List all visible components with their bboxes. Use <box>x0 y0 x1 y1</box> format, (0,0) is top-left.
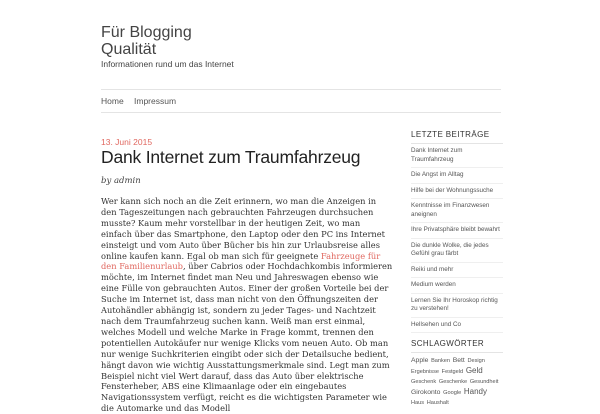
post-title[interactable]: Dank Internet zum Traumfahrzeug <box>101 147 361 167</box>
tag-link[interactable]: Handy <box>463 387 487 396</box>
list-item <box>411 168 503 184</box>
tag-link[interactable]: Geschenke <box>438 379 468 385</box>
post-text-part1: Wer kann sich noch an die Zeit erinnern, wo man die Anzeigen in den Tageszeitungen nach gebrauchten Fahrzeugen durchsuchen musste? Kaum mehr vorstellbar in der heutigen Zeit, wo man einfach über das Smartphone, den Laptop oder den PC ins Internet einsteigt und vom Auto über Bücher bis hin zur Urlaubsreise alles online kaufen kann. Egal ob man sich für geeignete <box>101 196 385 261</box>
tag-link[interactable]: Gesundheit <box>469 379 499 385</box>
list-item <box>411 144 503 168</box>
recent-post-link[interactable]: Dank Internet zum Traumfahrzeug <box>411 147 463 163</box>
post-byline <box>101 176 141 186</box>
recent-post-link[interactable]: Die dunkle Wolke, die jedes Gefühl grau färbt <box>411 241 489 257</box>
list-item <box>411 278 503 294</box>
list-item <box>411 239 503 263</box>
tag-link[interactable]: Banken <box>431 358 451 364</box>
tag-link[interactable]: Bett <box>452 357 465 364</box>
list-item <box>411 199 503 223</box>
nav-item-home[interactable]: Home <box>101 96 124 106</box>
tag-link[interactable]: Haus <box>411 400 425 406</box>
sidebar <box>411 130 503 408</box>
tag-link[interactable]: Design <box>467 358 485 364</box>
recent-post-link[interactable]: Hilfe bei der Wohnungssuche <box>411 186 494 194</box>
recent-posts-list <box>411 144 503 333</box>
list-item <box>411 294 503 318</box>
recent-posts-title: LETZTE BEITRÄGE <box>411 130 503 144</box>
list-item <box>411 263 503 279</box>
recent-post-link[interactable]: Reiki und mehr <box>411 265 454 273</box>
tag-link[interactable]: Haushalt <box>426 400 449 406</box>
tags-title: SCHLAGWÖRTER <box>411 339 503 353</box>
site-description: Informationen rund um das Internet <box>101 59 234 69</box>
post-author-link[interactable]: admin <box>113 176 141 186</box>
list-item <box>411 318 503 334</box>
tag-link[interactable]: Google <box>443 390 462 396</box>
tag-link[interactable]: Girokonto <box>411 389 441 396</box>
post-date[interactable]: 13. Juni 2015 <box>101 137 153 147</box>
recent-post-link[interactable]: Lernen Sie Ihr Horoskop richtig zu verstehen! <box>411 296 498 312</box>
tag-link[interactable]: Ergebnisse <box>411 369 439 375</box>
recent-post-link[interactable]: Ihre Privatsphäre bleibt bewahrt <box>411 226 500 233</box>
post-inline-link[interactable]: Fahrzeuge für den Familienurlaub <box>101 250 381 272</box>
list-item <box>411 223 503 239</box>
post-text-part2: , über Cabrios oder Hochdachkombis informieren möchte, im Internet findet man Neu und Jahreswagen ebenso wie eine Fülle von gebrauchten Autos. Einer der großen Vorteile bei der Suche im Internet ist, dass man nicht von den Öffnungszeiten der Autohändler abhängig ist, sondern zu jeder Tages- und Nachtzeit nach dem Traumfahrzeug suchen kann. Weiß man erst einmal, welches Modell und welche Marke in Frage kommt, trennen den potentiellen Autokäufer nur wenige Klicks vom neuen Auto. Ob man nur wenige Suchkriterien eingibt oder sich der Detailsuche bedient, hängt davon wie wichtig Ausstattungsmerkmale sind. Legt man zum Beispiel nicht viel Wert darauf, dass das Auto über elektrische Fensterheber, ABS eine Klimaanlage oder ein eingebautes Navigationssystem verfügt, reicht es die wichtigsten Parameter wie die Automarke und das Modell <box>101 261 393 414</box>
tag-link[interactable]: Festgeld <box>441 369 464 375</box>
main-navigation <box>101 89 501 113</box>
recent-post-link[interactable]: Hellsehen und Co <box>411 320 462 328</box>
recent-post-link[interactable]: Medium werden <box>411 281 456 288</box>
nav-item-impressum[interactable]: Impressum <box>134 96 177 106</box>
tag-link[interactable]: Geschenk <box>411 379 437 385</box>
tag-link[interactable]: Apple <box>411 357 429 364</box>
site-title[interactable]: Für Blogging Qualität <box>101 24 192 58</box>
post-content <box>101 196 393 414</box>
recent-post-link[interactable]: Kenntnisse im Finanzwesen aneignen <box>411 202 490 218</box>
list-item <box>411 184 503 200</box>
tag-link[interactable]: Geld <box>465 366 483 375</box>
byline-prefix: by <box>101 176 114 186</box>
recent-post-link[interactable]: Die Angst im Alltag <box>411 171 464 178</box>
